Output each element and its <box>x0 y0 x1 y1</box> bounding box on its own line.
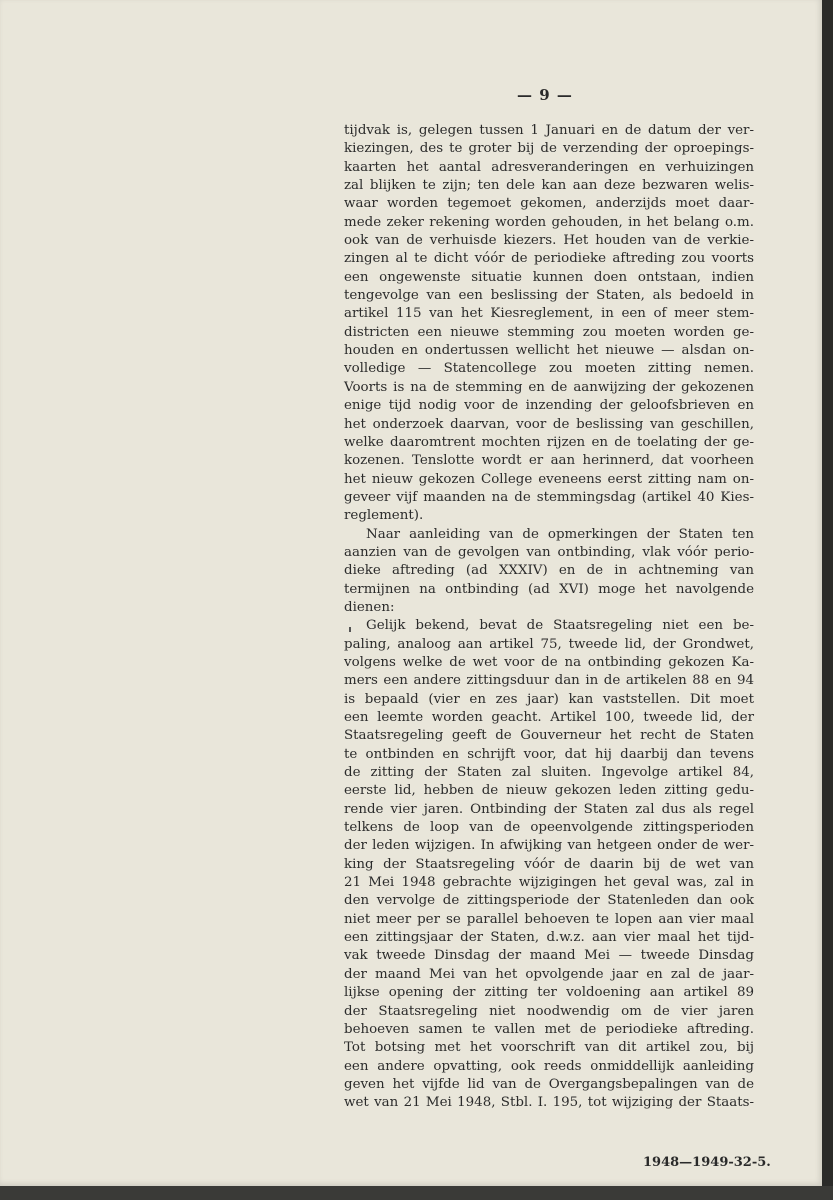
text-line: een leemte worden geacht. Artikel 100, tweede lid, der <box>344 710 754 725</box>
body-text <box>344 122 754 1113</box>
text-line: een ongewenste situatie kunnen doen ontstaan, indien <box>344 269 754 285</box>
text-line: enige tijd nodig voor de inzending der geloofsbrieven en <box>344 398 754 414</box>
text-line: geveer vijf maanden na de stemmingsdag (artikel 40 Kies- <box>344 489 754 505</box>
text-line: Voorts is na de stemming en de aanwijzing der gekozenen <box>344 379 754 395</box>
text-line: ook van de verhuisde kiezers. Het houden van de verkie- <box>344 233 754 249</box>
text-line: reglement). <box>344 508 424 524</box>
text-line: behoeven samen te vallen met de periodieke aftreding. <box>344 1021 754 1037</box>
text-line: de zitting der Staten zal sluiten. Ingevolge artikel 84, <box>344 765 754 781</box>
text-line: kaarten het aantal adresveranderingen en verhuizingen <box>344 159 754 175</box>
text-line: districten een nieuwe stemming zou moeten worden ge- <box>344 324 754 340</box>
text-line: paling, analoog aan artikel 75, tweede lid, der Grondwet, <box>344 636 754 652</box>
text-line: Staatsregeling geeft de Gouverneur het recht de Staten <box>344 728 754 744</box>
text-line: vak tweede Dinsdag der maand Mei — tweede Dinsdag <box>344 948 754 964</box>
text-line: mede zeker rekening worden gehouden, in het belang o.m. <box>344 214 754 230</box>
text-line: Tot botsing met het voorschrift van dit artikel zou, bij <box>344 1040 754 1056</box>
text-line: termijnen na ontbinding (ad XVI) moge het navolgende <box>344 581 754 597</box>
page-number: — 9 — <box>517 86 573 104</box>
footer-print-code: 1948—1949-32-5. <box>643 1155 771 1170</box>
text-line: mers een andere zittingsduur dan in de artikelen 88 en 94 <box>344 673 754 689</box>
text-line: het nieuw gekozen College eveneens eerst zitting nam on- <box>344 471 754 487</box>
text-line: wet van 21 Mei 1948, Stbl. I. 195, tot wijziging der Staats- <box>344 1095 754 1111</box>
text-line: tengevolge van een beslissing der Staten, als bedoeld in <box>344 288 754 304</box>
text-line: is bepaald (vier en zes jaar) kan vaststellen. Dit moet <box>344 691 754 707</box>
text-line: kozenen. Tenslotte wordt er aan herinnerd, dat voorheen <box>344 453 754 469</box>
text-line: volledige — Statencollege zou moeten zitting nemen. <box>344 361 754 377</box>
text-line: tijdvak is, gelegen tussen 1 Januari en de datum der ver- <box>344 123 754 138</box>
text-line: zingen al te dicht vóór de periodieke aftreding zou voorts <box>344 251 754 267</box>
text-line: Naar aanleiding van de opmerkingen der Staten ten <box>366 526 754 542</box>
text-line: volgens welke de wet voor de na ontbinding gekozen Ka- <box>344 654 754 670</box>
text-line: der leden wijzigen. In afwijking van hetgeen onder de wer- <box>344 838 754 854</box>
text-line: houden en ondertussen wellicht het nieuwe — alsdan on- <box>344 343 754 359</box>
text-line: een zittingsjaar der Staten, d.w.z. aan vier maal het tijd- <box>344 930 754 946</box>
text-line: dieke aftreding (ad XXXIV) en de in achtneming van <box>344 563 754 579</box>
text-line: 21 Mei 1948 gebrachte wijzigingen het geval was, zal in <box>344 875 754 891</box>
text-line: lijkse opening der zitting ter voldoening aan artikel 89 <box>344 985 754 1001</box>
text-line: artikel 115 van het Kiesreglement, in een of meer stem- <box>344 306 754 322</box>
text-line: der maand Mei van het opvolgende jaar en zal de jaar- <box>344 966 754 982</box>
text-line: te ontbinden en schrijft voor, dat hij daarbij dan tevens <box>344 746 754 762</box>
text-line: dienen: <box>344 599 395 615</box>
text-line: aanzien van de gevolgen van ontbinding, vlak vóór perio- <box>344 544 754 560</box>
text-line: eerste lid, hebben de nieuw gekozen leden zitting gedu- <box>344 783 754 799</box>
text-line: zal blijken te zijn; ten dele kan aan deze bezwaren welis- <box>344 178 754 194</box>
text-line: het onderzoek daarvan, voor de beslissing van geschillen, <box>344 416 754 432</box>
text-line: geven het vijfde lid van de Overgangsbepalingen van de <box>344 1076 754 1092</box>
text-line: telkens de loop van de opeenvolgende zittingsperioden <box>344 820 754 836</box>
text-line: rende vier jaren. Ontbinding der Staten zal dus als regel <box>344 801 754 817</box>
text-line: king der Staatsregeling vóór de daarin bij de wet van <box>344 856 754 872</box>
scan-edge-right <box>822 0 833 1200</box>
scan-edge-bottom <box>0 1186 833 1200</box>
text-line: den vervolge de zittingsperiode der Statenleden dan ook <box>344 893 754 909</box>
text-line: kiezingen, des te groter bij de verzending der oproepings- <box>344 141 754 157</box>
text-line: niet meer per se parallel behoeven te lopen aan vier maal <box>344 911 754 927</box>
text-line: der Staatsregeling niet noodwendig om de vier jaren <box>344 1003 754 1019</box>
text-line: welke daaromtrent mochten rijzen en de toelating der ge- <box>344 434 754 450</box>
text-line: waar worden tegemoet gekomen, anderzijds moet daar- <box>344 196 754 212</box>
text-line: een andere opvatting, ook reeds onmiddellijk aanleiding <box>344 1058 754 1074</box>
text-line: Gelijk bekend, bevat de Staatsregeling niet een be- <box>366 618 754 634</box>
